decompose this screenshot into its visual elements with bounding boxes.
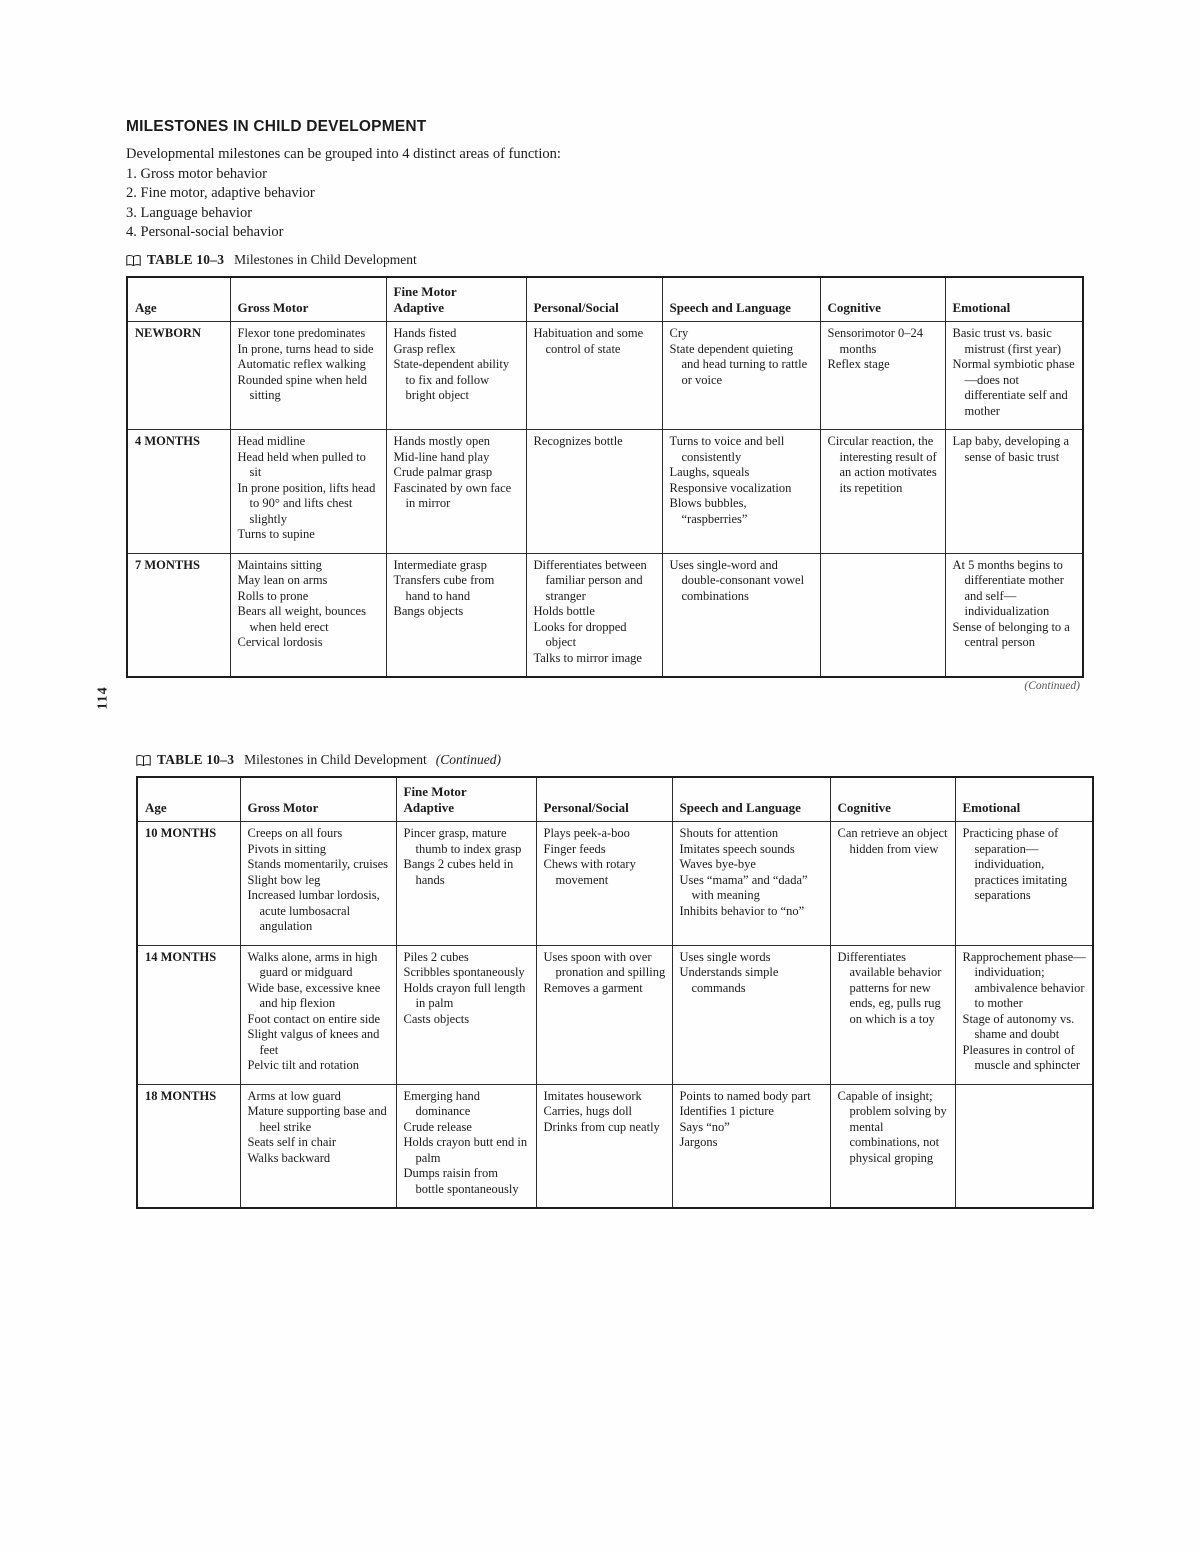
page-number: 114: [95, 686, 111, 710]
milestone-cell: [830, 945, 955, 1084]
milestone-item: Automatic reflex walking: [237, 357, 366, 372]
age-cell: 10 MONTHS: [137, 822, 240, 946]
milestone-item: In prone position, lifts head to 90° and lifts chest slightly: [237, 480, 376, 526]
milestone-item: Stands momentarily, cruises: [247, 857, 388, 872]
list-item: 1. Gross motor behavior: [126, 166, 267, 182]
page-title: MILESTONES IN CHILD DEVELOPMENT: [126, 118, 427, 135]
milestone-item: Increased lumbar lordosis, acute lumbosacral angulation: [247, 888, 380, 934]
milestone-item: Holds crayon butt end in palm: [403, 1135, 528, 1165]
milestone-item: Differentiates available behavior patterns for new ends, eg, pulls rug on which is a toy: [837, 949, 942, 1026]
column-header-age: Age: [127, 277, 230, 322]
header-row: [127, 277, 1083, 322]
milestones-table: [126, 276, 1084, 678]
milestone-item: Grasp reflex: [393, 341, 456, 356]
milestones-table-2-block: [136, 752, 1086, 1209]
milestone-item: Rapprochement phase—individuation; ambivalence behavior to mother: [962, 949, 1086, 1011]
milestone-item: Head held when pulled to sit: [237, 449, 366, 480]
milestone-item: Cry: [669, 326, 689, 341]
book-icon: [136, 755, 151, 766]
milestone-item: Turns to supine: [237, 527, 315, 542]
column-header-cognitive: Cognitive: [820, 277, 945, 322]
table-row: [137, 822, 1093, 946]
milestone-cell: [945, 553, 1083, 677]
column-header-cognitive: Cognitive: [830, 777, 955, 822]
milestone-item: Inhibits behavior to “no”: [679, 903, 805, 918]
milestone-cell: [672, 945, 830, 1084]
milestone-item: Fascinated by own face in mirror: [393, 480, 512, 511]
page-header-block: [126, 118, 1084, 242]
milestone-item: Intermediate grasp: [393, 557, 487, 572]
milestone-item: State dependent quieting and head turning to rattle or voice: [669, 341, 808, 387]
milestone-item: Habituation and some control of state: [533, 326, 644, 356]
milestone-item: Laughs, squeals: [669, 465, 750, 480]
milestone-item: Can retrieve an object hidden from view: [837, 826, 948, 856]
table-caption-title: Milestones in Child Development: [244, 752, 427, 767]
milestone-item: Rolls to prone: [237, 588, 309, 603]
milestone-item: Turns to voice and bell consistently: [669, 434, 785, 464]
milestone-item: Scribbles spontaneously: [403, 965, 525, 980]
milestone-item: Removes a garment: [543, 980, 643, 995]
milestone-cell: [536, 822, 672, 946]
table-caption-suffix: (Continued): [435, 752, 501, 767]
column-header-speech-and-language: Speech and Language: [662, 277, 820, 322]
column-header-speech-and-language: Speech and Language: [672, 777, 830, 822]
milestone-cell: [386, 553, 526, 677]
list-item: 4. Personal-social behavior: [126, 223, 284, 240]
column-header-emotional: Emotional: [945, 277, 1083, 322]
milestone-item: Mid-line hand play: [393, 449, 490, 464]
milestone-cell: [955, 1084, 1093, 1208]
book-icon: [126, 255, 141, 266]
milestone-item: Differentiates between familiar person and stranger: [533, 557, 647, 603]
milestone-cell: [240, 822, 396, 946]
milestone-cell: [945, 322, 1083, 430]
milestone-item: Holds crayon full length in palm: [403, 980, 526, 1011]
milestone-cell: [662, 430, 820, 554]
milestone-cell: [945, 430, 1083, 554]
intro-paragraph: Developmental milestones can be grouped into 4 distinct areas of function:: [126, 146, 561, 162]
milestone-item: Talks to mirror image: [533, 650, 642, 665]
milestone-item: Hands mostly open: [393, 434, 491, 449]
milestone-cell: [396, 945, 536, 1084]
milestone-item: Bears all weight, bounces when held erect: [237, 604, 366, 634]
milestone-item: Uses single words: [679, 949, 771, 964]
table-row: [127, 322, 1083, 430]
milestone-item: Uses spoon with over pronation and spilling: [543, 949, 666, 980]
milestone-item: Mature supporting base and heel strike: [247, 1104, 387, 1134]
milestone-cell: [240, 945, 396, 1084]
milestone-item: Dumps raisin from bottle spontaneously: [403, 1166, 519, 1196]
column-header-fine-motor-adaptive: Fine Motor Adaptive: [396, 777, 536, 822]
milestone-item: Pleasures in control of muscle and sphincter: [962, 1042, 1081, 1073]
column-header-personal-social: Personal/Social: [536, 777, 672, 822]
table-caption-label: TABLE 10–3: [157, 752, 235, 767]
milestones-table-1-block: [126, 252, 1082, 692]
column-header-fine-motor-adaptive: Fine Motor Adaptive: [386, 277, 526, 322]
milestone-item: Responsive vocalization: [669, 480, 792, 495]
column-header-gross-motor: Gross Motor: [240, 777, 396, 822]
milestone-item: Wide base, excessive knee and hip flexion: [247, 980, 381, 1011]
milestone-item: Pelvic tilt and rotation: [247, 1058, 359, 1073]
milestone-item: Slight valgus of knees and feet: [247, 1027, 380, 1057]
milestone-item: State-dependent ability to fix and follow bright object: [393, 357, 510, 403]
milestone-cell: [955, 822, 1093, 946]
milestone-cell: [230, 553, 386, 677]
milestone-item: Identifies 1 picture: [679, 1104, 774, 1119]
age-cell: 14 MONTHS: [137, 945, 240, 1084]
milestone-item: Looks for dropped object: [533, 619, 627, 650]
milestone-item: May lean on arms: [237, 573, 328, 588]
list-item: 2. Fine motor, adaptive behavior: [126, 185, 315, 202]
milestone-item: Hands fisted: [393, 326, 457, 341]
milestone-item: Imitates housework: [543, 1088, 642, 1103]
milestone-item: Flexor tone predominates: [237, 326, 366, 341]
milestone-item: Plays peek-a-boo: [543, 826, 630, 841]
milestone-item: Holds bottle: [533, 604, 595, 619]
milestone-item: Reflex stage: [827, 357, 890, 372]
milestone-cell: [536, 945, 672, 1084]
function-areas-list: [126, 165, 1084, 242]
age-cell: NEWBORN: [127, 322, 230, 430]
milestone-item: Casts objects: [403, 1011, 470, 1026]
table-caption: [136, 752, 1082, 768]
milestone-item: Bangs 2 cubes held in hands: [403, 857, 514, 887]
milestone-item: Circular reaction, the interesting result of an action motivates its repetition: [827, 434, 937, 495]
table-row: [127, 553, 1083, 677]
milestone-item: Piles 2 cubes: [403, 949, 469, 964]
milestone-cell: [526, 322, 662, 430]
milestone-item: Bangs objects: [393, 604, 464, 619]
milestone-cell: [672, 822, 830, 946]
milestone-cell: [230, 322, 386, 430]
milestone-item: Chews with rotary movement: [543, 857, 636, 887]
milestone-item: Stage of autonomy vs. shame and doubt: [962, 1011, 1075, 1042]
milestone-cell: [830, 822, 955, 946]
milestone-item: Creeps on all fours: [247, 826, 343, 841]
milestone-item: Foot contact on entire side: [247, 1011, 381, 1026]
milestone-item: At 5 months begins to differentiate mother and self—individualization: [952, 557, 1064, 619]
milestone-item: Rounded spine when held sitting: [237, 372, 367, 403]
milestone-cell: [396, 1084, 536, 1208]
milestone-item: Imitates speech sounds: [679, 841, 795, 856]
milestone-item: Capable of insight; problem solving by mental combinations, not physical groping: [837, 1088, 947, 1165]
milestone-cell: [672, 1084, 830, 1208]
milestone-item: Practicing phase of separation—individuation, practices imitating separations: [962, 826, 1068, 903]
milestone-item: Lap baby, developing a sense of basic trust: [952, 434, 1070, 464]
table-caption-title: Milestones in Child Development: [234, 252, 417, 267]
milestone-item: Normal symbiotic phase—does not differentiate self and mother: [952, 357, 1075, 418]
milestone-item: Waves bye-bye: [679, 857, 756, 872]
milestone-item: Uses single-word and double-consonant vowel combinations: [669, 557, 805, 603]
milestone-item: Head midline: [237, 434, 306, 449]
milestone-item: Pivots in sitting: [247, 841, 326, 856]
milestone-cell: [820, 430, 945, 554]
milestone-item: Understands simple commands: [679, 965, 779, 995]
milestone-item: Uses “mama” and “dada” with meaning: [679, 872, 808, 903]
milestone-cell: [536, 1084, 672, 1208]
milestone-cell: [240, 1084, 396, 1208]
milestone-cell: [830, 1084, 955, 1208]
list-item: 3. Language behavior: [126, 204, 253, 221]
age-cell: 7 MONTHS: [127, 553, 230, 677]
milestone-cell: [955, 945, 1093, 1084]
milestone-cell: [386, 322, 526, 430]
milestone-item: Maintains sitting: [237, 557, 322, 572]
milestone-item: Carries, hugs doll: [543, 1104, 633, 1119]
milestone-item: Crude palmar grasp: [393, 465, 493, 480]
milestone-item: Slight bow leg: [247, 872, 321, 887]
header-row: [137, 777, 1093, 822]
column-header-gross-motor: Gross Motor: [230, 277, 386, 322]
age-cell: 18 MONTHS: [137, 1084, 240, 1208]
milestone-item: Points to named body part: [679, 1088, 811, 1103]
milestone-item: Drinks from cup neatly: [543, 1119, 660, 1134]
milestone-item: Blows bubbles, “raspberries”: [669, 496, 748, 526]
table-row: [137, 945, 1093, 1084]
milestone-item: Seats self in chair: [247, 1135, 337, 1150]
milestone-item: Arms at low guard: [247, 1088, 341, 1103]
milestone-item: Walks backward: [247, 1150, 331, 1165]
milestone-cell: [662, 553, 820, 677]
table-row: [137, 1084, 1093, 1208]
column-header-emotional: Emotional: [955, 777, 1093, 822]
milestone-item: In prone, turns head to side: [237, 341, 374, 356]
milestone-cell: [820, 553, 945, 677]
milestone-item: Walks alone, arms in high guard or midguard: [247, 949, 378, 980]
milestone-cell: [820, 322, 945, 430]
table-row: [127, 430, 1083, 554]
milestone-cell: [662, 322, 820, 430]
milestone-item: Sensorimotor 0–24 months: [827, 326, 923, 356]
milestone-item: Sense of belonging to a central person: [952, 619, 1070, 650]
milestone-cell: [230, 430, 386, 554]
milestone-item: Emerging hand dominance: [403, 1088, 480, 1119]
milestone-item: Cervical lordosis: [237, 635, 323, 650]
age-cell: 4 MONTHS: [127, 430, 230, 554]
milestone-cell: [396, 822, 536, 946]
column-header-age: Age: [137, 777, 240, 822]
milestone-item: Pincer grasp, mature thumb to index grasp: [403, 826, 522, 856]
table-caption-label: TABLE 10–3: [147, 252, 225, 267]
milestones-table-continued: [136, 776, 1094, 1209]
table-caption: [126, 252, 1082, 268]
milestone-item: Basic trust vs. basic mistrust (first year): [952, 326, 1062, 356]
milestone-item: Shouts for attention: [679, 826, 779, 841]
milestone-cell: [526, 430, 662, 554]
continued-note: (Continued): [1024, 680, 1080, 693]
milestone-cell: [526, 553, 662, 677]
milestone-item: Recognizes bottle: [533, 434, 623, 449]
column-header-personal-social: Personal/Social: [526, 277, 662, 322]
milestone-item: Crude release: [403, 1119, 472, 1134]
milestone-cell: [386, 430, 526, 554]
milestone-item: Transfers cube from hand to hand: [393, 573, 495, 603]
milestone-item: Says “no”: [679, 1119, 730, 1134]
milestone-item: Finger feeds: [543, 841, 606, 856]
milestone-item: Jargons: [679, 1135, 718, 1150]
